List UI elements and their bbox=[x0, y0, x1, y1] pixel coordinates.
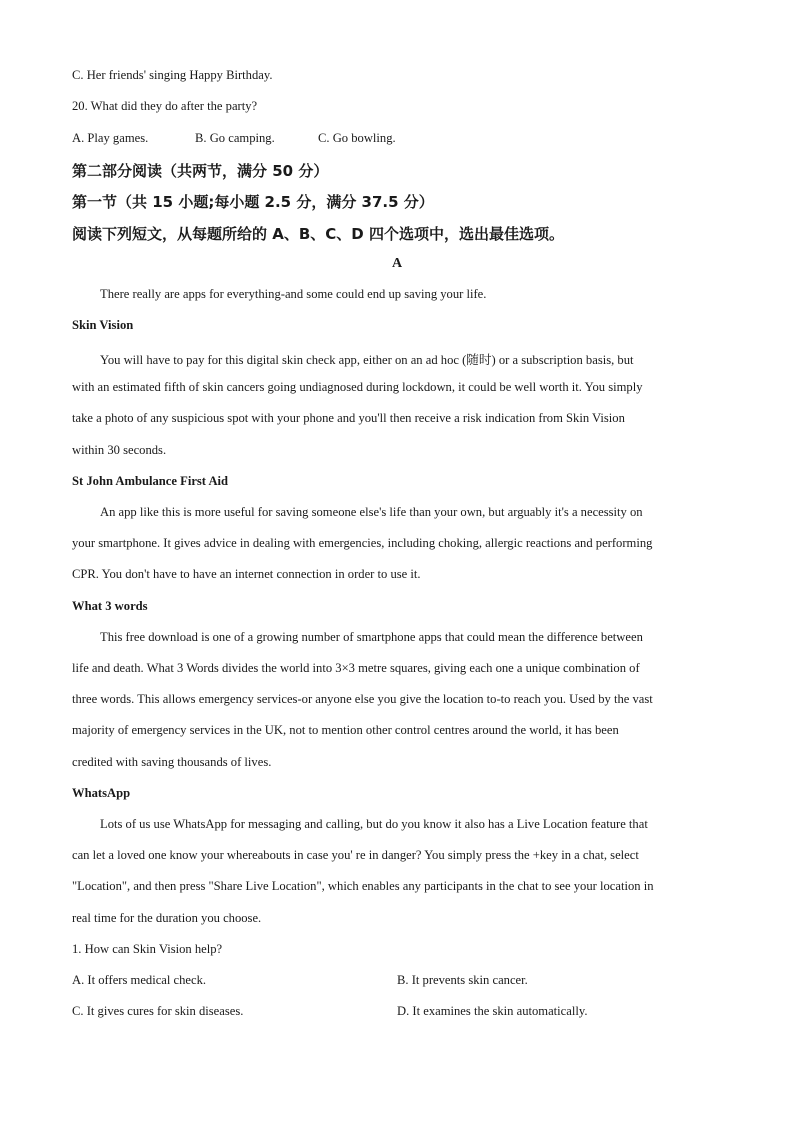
paragraph-line: three words. This allows emergency services-or anyone else you give the location to-to reach you. Used by the vast bbox=[72, 692, 653, 706]
passage-intro: There really are apps for everything-and some could end up saving your life. bbox=[100, 287, 487, 301]
section-one-title: 第一节（共 15 小题;每小题 2.5 分，满分 37.5 分） bbox=[72, 193, 434, 211]
paragraph-line: take a photo of any suspicious spot with your phone and you'll then receive a risk indication from Skin Vision bbox=[72, 411, 625, 425]
paragraph-line: An app like this is more useful for saving someone else's life than your own, but arguably it's a necessity on bbox=[100, 505, 643, 519]
paragraph-line: "Location", and then press "Share Live Location", which enables any participants in the chat to see your location in bbox=[72, 879, 654, 893]
paragraph-line: majority of emergency services in the UK, not to mention other control centres around the world, it has been bbox=[72, 723, 619, 737]
passage-label: A bbox=[391, 256, 403, 271]
paragraph-line: You will have to pay for this digital skin check app, either on an ad hoc (随时) or a subscription basis, but bbox=[100, 353, 634, 367]
paragraph-line: within 30 seconds. bbox=[72, 443, 167, 457]
app-heading-st-john: St John Ambulance First Aid bbox=[72, 474, 229, 488]
paragraph-line: with an estimated fifth of skin cancers going undiagnosed during lockdown, it could be well worth it. You simply bbox=[72, 380, 643, 394]
part-two-title: 第二部分阅读（共两节，满分 50 分） bbox=[72, 162, 329, 180]
paragraph-line: real time for the duration you choose. bbox=[72, 911, 262, 925]
question-20-stem: 20. What did they do after the party? bbox=[72, 99, 258, 113]
paragraph-line: CPR. You don't have to have an internet connection in order to use it. bbox=[72, 567, 421, 581]
question-1-option-b: B. It prevents skin cancer. bbox=[397, 973, 528, 987]
question-1-option-d: D. It examines the skin automatically. bbox=[397, 1004, 588, 1018]
reading-instruction: 阅读下列短文，从每题所给的 A、B、C、D 四个选项中，选出最佳选项。 bbox=[72, 225, 564, 243]
question-1-option-a: A. It offers medical check. bbox=[72, 973, 207, 987]
paragraph-line: Lots of us use WhatsApp for messaging and calling, but do you know it also has a Live Location feature that bbox=[100, 817, 648, 831]
question-20-option-b: B. Go camping. bbox=[195, 131, 275, 145]
question-20-option-a: A. Play games. bbox=[72, 131, 149, 145]
prev-option-c: C. Her friends' singing Happy Birthday. bbox=[72, 68, 273, 82]
paragraph-line: This free download is one of a growing number of smartphone apps that could mean the difference between bbox=[100, 630, 643, 644]
app-heading-whatsapp: WhatsApp bbox=[72, 786, 131, 800]
question-1-stem: 1. How can Skin Vision help? bbox=[72, 942, 223, 956]
question-1-option-c: C. It gives cures for skin diseases. bbox=[72, 1004, 244, 1018]
app-heading-what3words: What 3 words bbox=[72, 599, 148, 613]
paragraph-line: life and death. What 3 Words divides the world into 3×3 metre squares, giving each one a unique combination of bbox=[72, 661, 640, 675]
question-20-option-c: C. Go bowling. bbox=[318, 131, 396, 145]
paragraph-line: your smartphone. It gives advice in dealing with emergencies, including choking, allergic reactions and performing bbox=[72, 536, 653, 550]
paragraph-line: can let a loved one know your whereabouts in case you' re in danger? You simply press the +key in a chat, select bbox=[72, 848, 639, 862]
paragraph-line: credited with saving thousands of lives. bbox=[72, 755, 272, 769]
app-heading-skin-vision: Skin Vision bbox=[72, 318, 134, 332]
